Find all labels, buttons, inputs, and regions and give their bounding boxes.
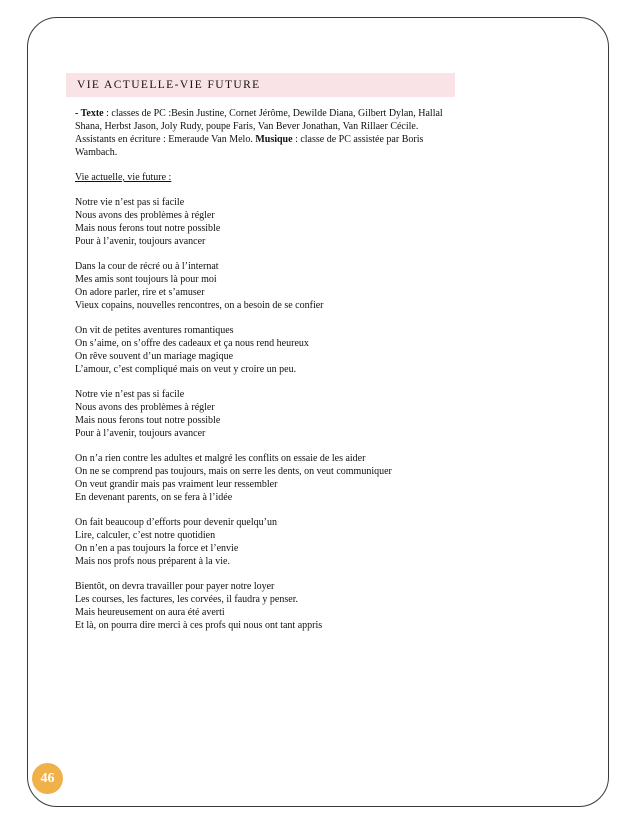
stanza <box>75 580 460 632</box>
poem-line: Mais heureusement on aura été averti <box>75 607 225 618</box>
stanza <box>75 196 460 248</box>
poem-line: Et là, on pourra dire merci à ces profs qui nous ont tant appris <box>75 620 323 631</box>
texte-label: - Texte <box>75 108 104 119</box>
poem-line: Pour à l’avenir, toujours avancer <box>75 428 206 439</box>
poem-line: Lire, calculer, c’est notre quotidien <box>75 530 216 541</box>
stanza <box>75 452 460 504</box>
poem-line: On vit de petites aventures romantiques <box>75 325 234 336</box>
poem-line: L’amour, c’est compliqué mais on veut y croire un peu. <box>75 364 297 375</box>
poem-line: Bientôt, on devra travailler pour payer notre loyer <box>75 581 275 592</box>
poem-line: En devenant parents, on se fera à l’idée <box>75 492 233 503</box>
musique-label: Musique <box>255 134 293 145</box>
stanza <box>75 260 460 312</box>
page-number: 46 <box>40 771 55 786</box>
poem-line: Mais nos profs nous préparent à la vie. <box>75 556 230 567</box>
poem-line: On fait beaucoup d’efforts pour devenir quelqu’un <box>75 517 277 528</box>
poem-line: Mais nous ferons tout notre possible <box>75 415 221 426</box>
poem-stanzas <box>75 196 460 632</box>
section-title-text: VIE ACTUELLE-VIE FUTURE <box>77 79 261 91</box>
poem-line: Dans la cour de récré ou à l’internat <box>75 261 219 272</box>
poem-line: Pour à l’avenir, toujours avancer <box>75 236 206 247</box>
poem-line: Nous avons des problèmes à régler <box>75 402 215 413</box>
poem-line: On ne se comprend pas toujours, mais on serre les dents, on veut communiquer <box>75 466 392 477</box>
musique-credits: : classe de PC assistée par Boris Wambach. <box>75 134 424 158</box>
stanza <box>75 388 460 440</box>
poem-line: On veut grandir mais pas vraiment leur ressembler <box>75 479 278 490</box>
poem-line: Nous avons des problèmes à régler <box>75 210 215 221</box>
article-body <box>75 107 460 644</box>
poem-line: On adore parler, rire et s’amuser <box>75 287 205 298</box>
poem-line: On n’a rien contre les adultes et malgré les conflits on essaie de les aider <box>75 453 366 464</box>
poem-line: Notre vie n’est pas si facile <box>75 389 185 400</box>
poem-line: On rêve souvent d’un mariage magique <box>75 351 234 362</box>
stanza <box>75 516 460 568</box>
poem-line: Vieux copains, nouvelles rencontres, on a besoin de se confier <box>75 300 324 311</box>
poem-line: On s’aime, on s’offre des cadeaux et ça nous rend heureux <box>75 338 309 349</box>
poem-line: Mais nous ferons tout notre possible <box>75 223 221 234</box>
poem-subtitle: Vie actuelle, vie future : <box>75 172 172 183</box>
poem-line: On n’en a pas toujours la force et l’envie <box>75 543 239 554</box>
poem-line: Mes amis sont toujours là pour moi <box>75 274 217 285</box>
texte-credits: : classes de PC :Besin Justine, Cornet Jérôme, Dewilde Diana, Gilbert Dylan, Hallal Shana, Herbst Jason, Joly Rudy, poupe Faris, Van Bever Jonathan, Van Rillaer Cécile. Assistants en écriture : Emeraude Van Melo. <box>75 108 443 145</box>
credits-paragraph <box>75 107 460 159</box>
stanza <box>75 324 460 376</box>
page-number-badge <box>32 763 63 794</box>
poem-line: Notre vie n’est pas si facile <box>75 197 185 208</box>
section-title <box>66 73 455 97</box>
poem-line: Les courses, les factures, les corvées, il faudra y penser. <box>75 594 298 605</box>
